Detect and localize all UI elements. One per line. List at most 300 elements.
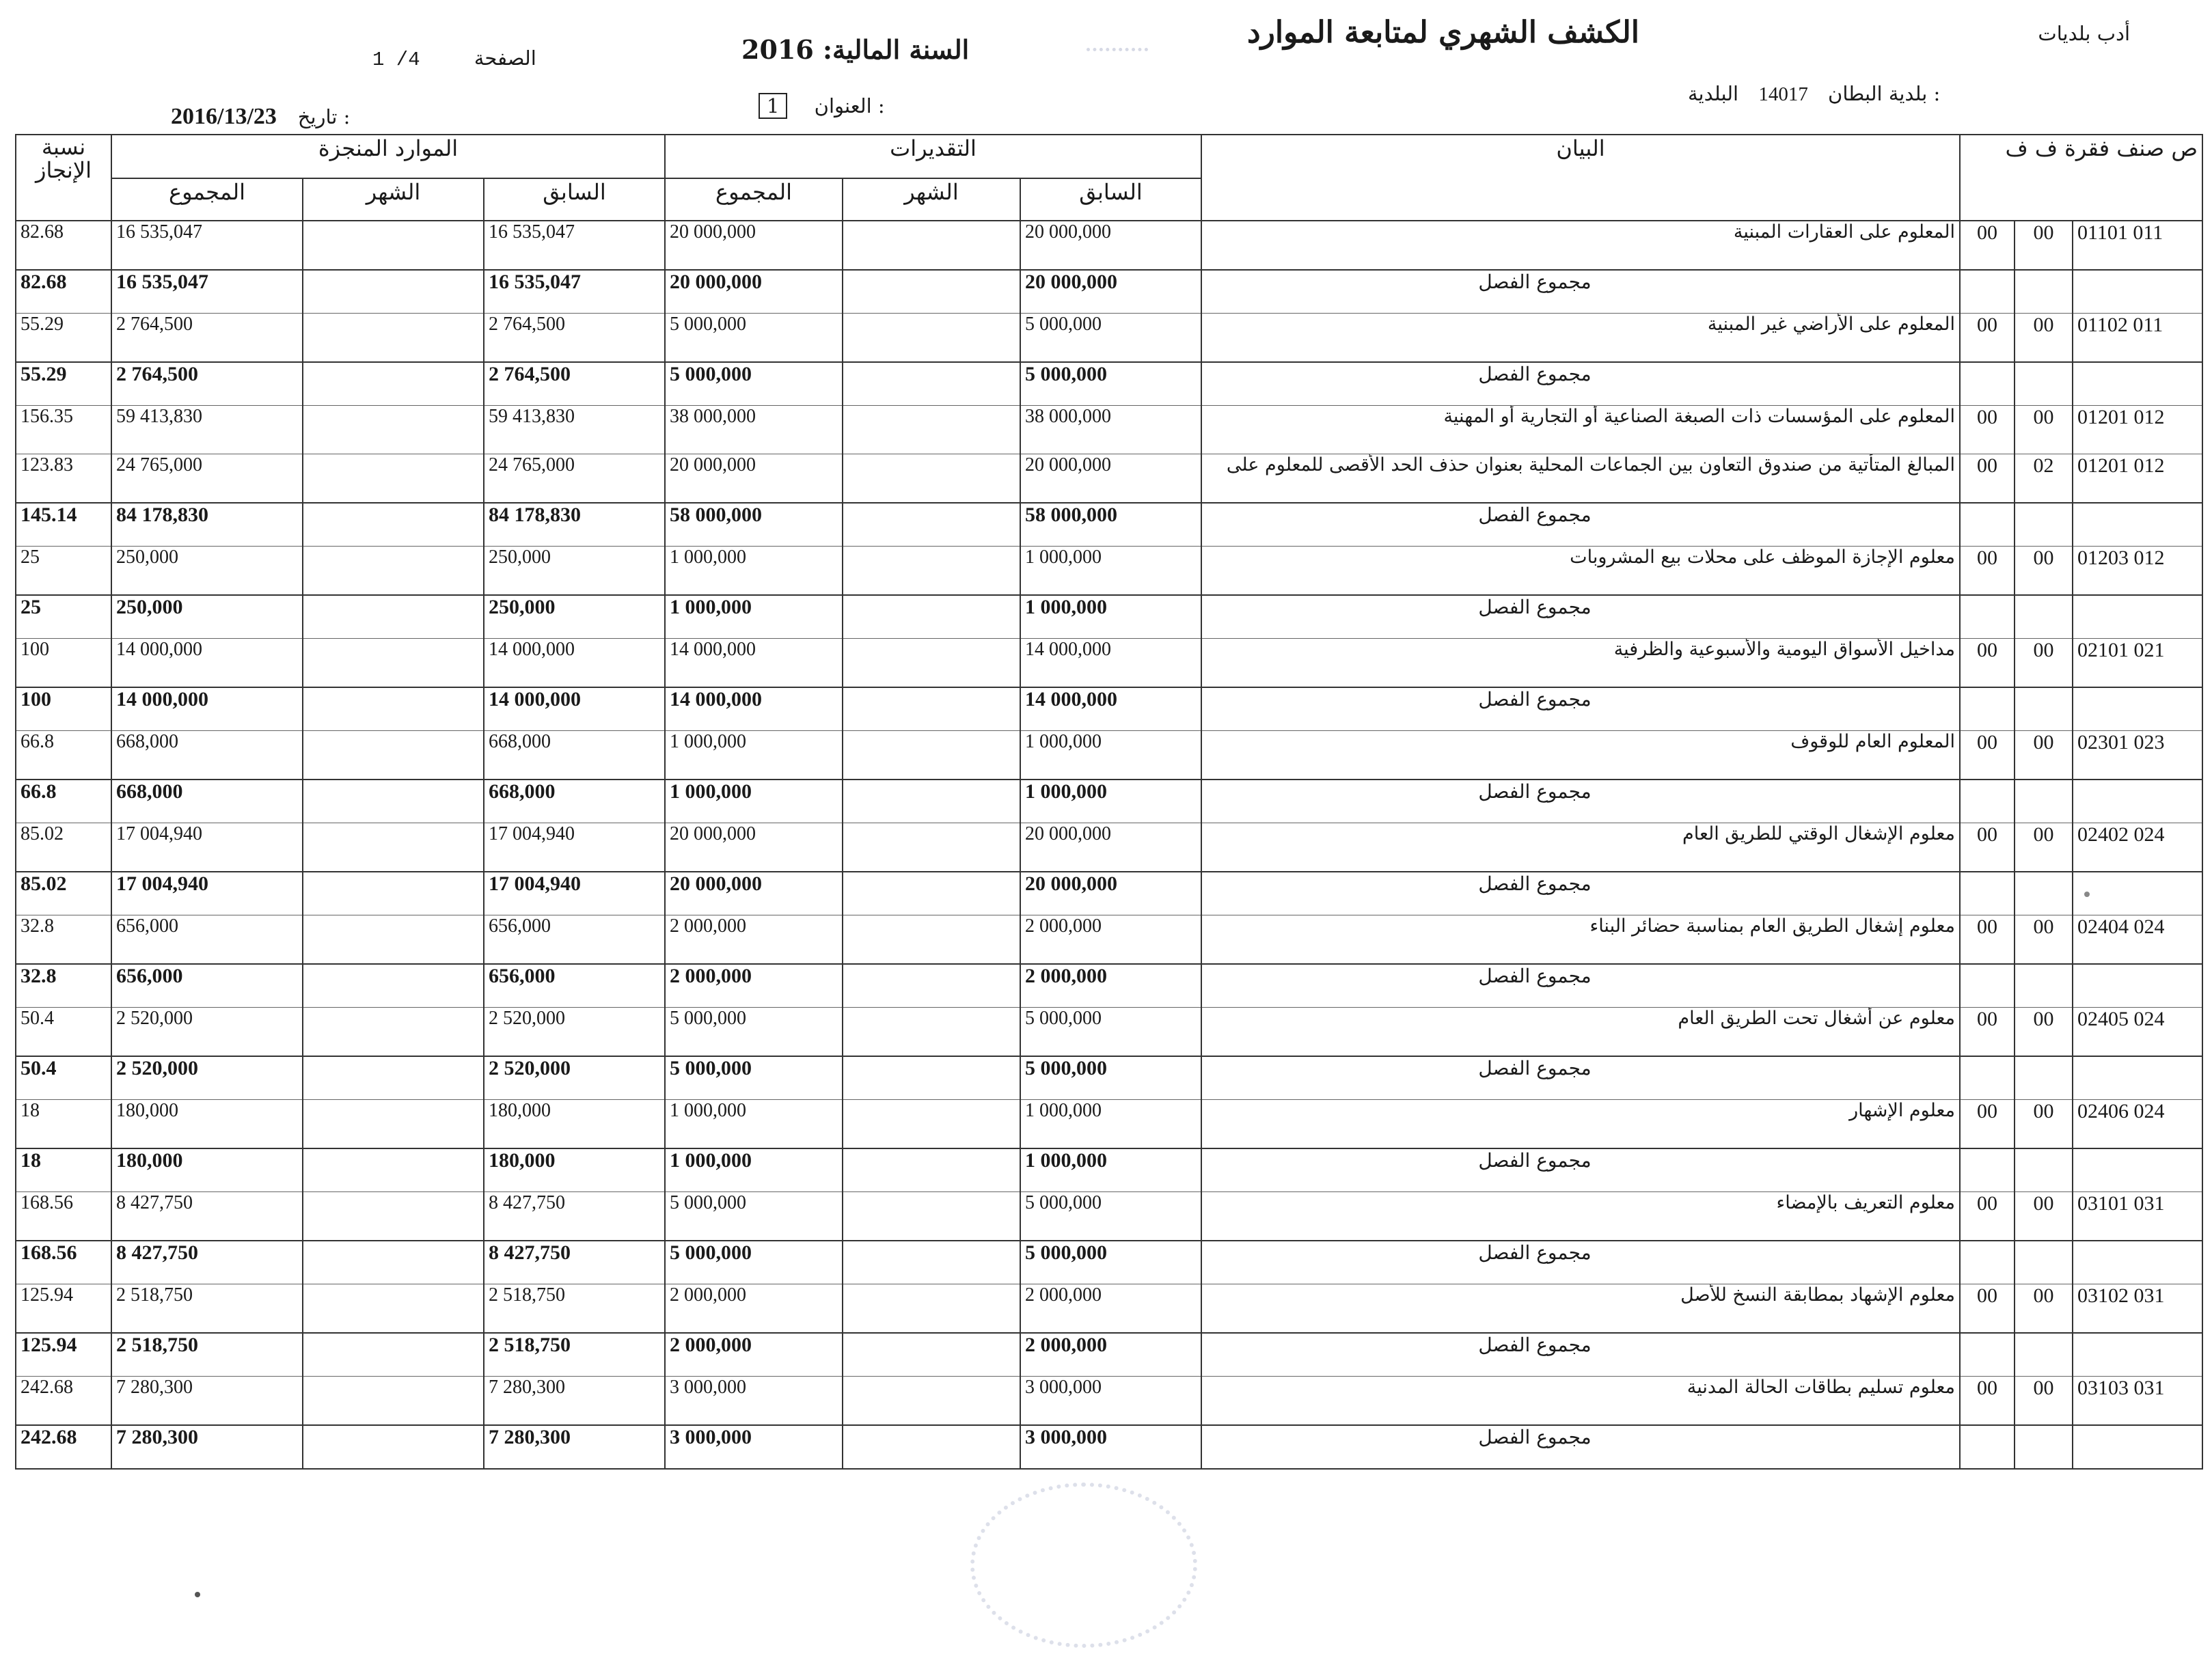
item-code-cell: 02402 024 <box>2073 823 2202 872</box>
para-code-cell: 00 <box>2015 731 2073 780</box>
sum-real-total-cell: 668,000 <box>111 780 303 823</box>
page-value: 1 /4 <box>372 49 420 71</box>
sum-empty-cell <box>1960 780 2015 823</box>
est-month-cell <box>843 454 1020 504</box>
page-indicator <box>372 46 536 71</box>
sum-real-month-cell <box>303 362 484 406</box>
chapter-total-row <box>16 503 2202 547</box>
report-date <box>171 102 350 130</box>
sum-est-prev-cell: 2 000,000 <box>1020 964 1201 1008</box>
sum-empty-cell <box>2015 872 2073 915</box>
est-prev-cell: 3 000,000 <box>1020 1377 1201 1426</box>
report-title: الكشف الشهري لمتابعة الموارد <box>1247 15 1640 50</box>
sum-est-month-cell <box>843 872 1020 915</box>
real-total-cell: 2 518,750 <box>111 1284 303 1334</box>
sum-empty-cell <box>1960 1241 2015 1284</box>
description-cell: معلوم إشغال الطريق العام بمناسبة حضائر البناء <box>1201 915 1960 965</box>
real-total-cell: 8 427,750 <box>111 1192 303 1241</box>
sum-rate-cell: 25 <box>16 595 111 639</box>
chapter-value-box: 1 <box>759 93 787 119</box>
sum-empty-cell <box>2015 1056 2073 1100</box>
est-prev-cell: 5 000,000 <box>1020 1008 1201 1057</box>
real-prev-cell: 7 280,300 <box>484 1377 665 1426</box>
sum-real-prev-cell: 180,000 <box>484 1148 665 1192</box>
real-month-cell <box>303 547 484 596</box>
description-cell: المعلوم على العقارات المبنية <box>1201 221 1960 270</box>
real-total-cell: 2 520,000 <box>111 1008 303 1057</box>
real-month-cell <box>303 314 484 363</box>
est-total-cell: 20 000,000 <box>665 454 843 504</box>
sum-est-prev-cell: 5 000,000 <box>1020 362 1201 406</box>
sum-real-total-cell: 7 280,300 <box>111 1425 303 1469</box>
real-total-cell: 668,000 <box>111 731 303 780</box>
para-code-cell: 02 <box>2015 454 2073 504</box>
chapter-total-row <box>16 270 2202 314</box>
item-code-cell: 01203 012 <box>2073 547 2202 596</box>
sum-empty-cell <box>2073 1241 2202 1284</box>
para-code-cell: 00 <box>2015 1192 2073 1241</box>
est-total-cell: 20 000,000 <box>665 823 843 872</box>
item-code-cell: 02301 023 <box>2073 731 2202 780</box>
sum-real-total-cell: 2 520,000 <box>111 1056 303 1100</box>
sub-code-cell: 00 <box>1960 406 2015 454</box>
resources-table <box>15 134 2203 1470</box>
sum-rate-cell: 82.68 <box>16 270 111 314</box>
col-real-month-header: الشهر <box>303 178 484 221</box>
sum-est-prev-cell: 20 000,000 <box>1020 872 1201 915</box>
table-row <box>16 314 2202 363</box>
sum-real-total-cell: 16 535,047 <box>111 270 303 314</box>
chapter <box>759 94 885 118</box>
sum-est-prev-cell: 3 000,000 <box>1020 1425 1201 1469</box>
para-code-cell: 00 <box>2015 547 2073 596</box>
sum-empty-cell <box>1960 687 2015 731</box>
real-prev-cell: 2 764,500 <box>484 314 665 363</box>
col-real-total-header: المجموع <box>111 178 303 221</box>
sum-rate-cell: 100 <box>16 687 111 731</box>
description-cell: معلوم الإشهاد بمطابقة النسخ للأصل <box>1201 1284 1960 1334</box>
sum-est-month-cell <box>843 687 1020 731</box>
col-realized-group-header: الموارد المنجزة <box>111 135 665 178</box>
sum-label-cell: مجموع الفصل <box>1201 780 1960 823</box>
sum-empty-cell <box>1960 1425 2015 1469</box>
est-prev-cell: 38 000,000 <box>1020 406 1201 454</box>
sum-real-month-cell <box>303 964 484 1008</box>
sub-code-cell: 00 <box>1960 823 2015 872</box>
sum-real-prev-cell: 84 178,830 <box>484 503 665 547</box>
sub-code-cell: 00 <box>1960 1192 2015 1241</box>
real-total-cell: 14 000,000 <box>111 639 303 688</box>
sum-empty-cell <box>1960 595 2015 639</box>
para-code-cell: 00 <box>2015 314 2073 363</box>
sum-empty-cell <box>2015 362 2073 406</box>
sum-empty-cell <box>2073 1056 2202 1100</box>
sum-label-cell: مجموع الفصل <box>1201 270 1960 314</box>
sum-empty-cell <box>2073 362 2202 406</box>
est-prev-cell: 2 000,000 <box>1020 1284 1201 1334</box>
sum-real-month-cell <box>303 1425 484 1469</box>
chapter-label: العنوان : <box>814 94 885 118</box>
sum-label-cell: مجموع الفصل <box>1201 503 1960 547</box>
real-total-cell: 17 004,940 <box>111 823 303 872</box>
item-code-cell: 02101 021 <box>2073 639 2202 688</box>
sum-est-month-cell <box>843 270 1020 314</box>
sum-real-prev-cell: 14 000,000 <box>484 687 665 731</box>
est-total-cell: 2 000,000 <box>665 1284 843 1334</box>
sum-est-prev-cell: 1 000,000 <box>1020 780 1201 823</box>
sub-code-cell: 00 <box>1960 547 2015 596</box>
sum-est-month-cell <box>843 1425 1020 1469</box>
sum-est-month-cell <box>843 1056 1020 1100</box>
sum-label-cell: مجموع الفصل <box>1201 595 1960 639</box>
sum-est-month-cell <box>843 362 1020 406</box>
real-month-cell <box>303 731 484 780</box>
col-estimates-group-header: التقديرات <box>665 135 1201 178</box>
table-row <box>16 915 2202 965</box>
sum-rate-cell: 125.94 <box>16 1333 111 1377</box>
table-body <box>16 221 2202 1469</box>
est-prev-cell: 2 000,000 <box>1020 915 1201 965</box>
sum-empty-cell <box>2073 1425 2202 1469</box>
est-prev-cell: 20 000,000 <box>1020 454 1201 504</box>
sum-label-cell: مجموع الفصل <box>1201 687 1960 731</box>
real-prev-cell: 668,000 <box>484 731 665 780</box>
sum-label-cell: مجموع الفصل <box>1201 1056 1960 1100</box>
sum-est-total-cell: 5 000,000 <box>665 1241 843 1284</box>
description-cell: المعلوم على المؤسسات ذات الصبغة الصناعية أو التجارية أو المهنية <box>1201 406 1960 454</box>
sum-est-total-cell: 2 000,000 <box>665 1333 843 1377</box>
fiscal-year <box>741 34 969 65</box>
sum-est-total-cell: 20 000,000 <box>665 872 843 915</box>
rate-cell: 168.56 <box>16 1192 111 1241</box>
date-label: تاريخ : <box>297 105 351 128</box>
real-month-cell <box>303 1284 484 1334</box>
est-total-cell: 14 000,000 <box>665 639 843 688</box>
sum-real-month-cell <box>303 872 484 915</box>
description-cell: معلوم الإشغال الوقتي للطريق العام <box>1201 823 1960 872</box>
sum-empty-cell <box>1960 872 2015 915</box>
sum-real-prev-cell: 656,000 <box>484 964 665 1008</box>
col-description-header: البيان <box>1201 135 1960 221</box>
est-prev-cell: 5 000,000 <box>1020 314 1201 363</box>
col-real-prev-header: السابق <box>484 178 665 221</box>
para-code-cell: 00 <box>2015 1008 2073 1057</box>
table-row <box>16 406 2202 454</box>
sum-empty-cell <box>2015 964 2073 1008</box>
sum-empty-cell <box>2015 1148 2073 1192</box>
table-row <box>16 547 2202 596</box>
sum-empty-cell <box>1960 270 2015 314</box>
sum-real-total-cell: 84 178,830 <box>111 503 303 547</box>
real-month-cell <box>303 1008 484 1057</box>
est-total-cell: 5 000,000 <box>665 314 843 363</box>
est-month-cell <box>843 1284 1020 1334</box>
sum-empty-cell <box>1960 1333 2015 1377</box>
rate-cell: 50.4 <box>16 1008 111 1057</box>
sum-real-month-cell <box>303 687 484 731</box>
real-month-cell <box>303 454 484 504</box>
chapter-total-row <box>16 1056 2202 1100</box>
sum-est-total-cell: 58 000,000 <box>665 503 843 547</box>
sum-est-prev-cell: 5 000,000 <box>1020 1056 1201 1100</box>
est-total-cell: 1 000,000 <box>665 547 843 596</box>
table-row <box>16 454 2202 504</box>
description-cell: معلوم التعريف بالإمضاء <box>1201 1192 1960 1241</box>
sum-label-cell: مجموع الفصل <box>1201 872 1960 915</box>
chapter-total-row <box>16 872 2202 915</box>
table-row <box>16 1377 2202 1426</box>
real-total-cell: 7 280,300 <box>111 1377 303 1426</box>
sum-est-month-cell <box>843 1241 1020 1284</box>
rate-cell: 125.94 <box>16 1284 111 1334</box>
est-total-cell: 5 000,000 <box>665 1008 843 1057</box>
real-total-cell: 59 413,830 <box>111 406 303 454</box>
est-total-cell: 20 000,000 <box>665 221 843 270</box>
real-prev-cell: 8 427,750 <box>484 1192 665 1241</box>
sum-real-prev-cell: 16 535,047 <box>484 270 665 314</box>
sum-empty-cell <box>2015 595 2073 639</box>
ink-dot <box>195 1592 200 1597</box>
sum-real-month-cell <box>303 1056 484 1100</box>
rate-cell: 55.29 <box>16 314 111 363</box>
date-value: 2016/13/23 <box>171 104 277 129</box>
chapter-total-row <box>16 964 2202 1008</box>
est-total-cell: 2 000,000 <box>665 915 843 965</box>
real-total-cell: 2 764,500 <box>111 314 303 363</box>
description-cell: معلوم الإشهار <box>1201 1100 1960 1149</box>
sum-real-prev-cell: 2 764,500 <box>484 362 665 406</box>
rate-cell: 25 <box>16 547 111 596</box>
sum-real-prev-cell: 17 004,940 <box>484 872 665 915</box>
item-code-cell: 02406 024 <box>2073 1100 2202 1149</box>
sum-rate-cell: 168.56 <box>16 1241 111 1284</box>
table-row <box>16 639 2202 688</box>
sum-real-total-cell: 17 004,940 <box>111 872 303 915</box>
para-code-cell: 00 <box>2015 221 2073 270</box>
col-rate-header: نسبة الإنجاز <box>16 135 111 221</box>
item-code-cell: 01102 011 <box>2073 314 2202 363</box>
sum-est-total-cell: 1 000,000 <box>665 780 843 823</box>
sum-empty-cell <box>2073 780 2202 823</box>
item-code-cell: 01101 011 <box>2073 221 2202 270</box>
description-cell: معلوم الإجازة الموظف على محلات بيع المشروبات <box>1201 547 1960 596</box>
sum-label-cell: مجموع الفصل <box>1201 1241 1960 1284</box>
chapter-total-row <box>16 595 2202 639</box>
sum-est-total-cell: 14 000,000 <box>665 687 843 731</box>
est-month-cell <box>843 1008 1020 1057</box>
real-month-cell <box>303 823 484 872</box>
table-row <box>16 1192 2202 1241</box>
sum-est-month-cell <box>843 1333 1020 1377</box>
est-month-cell <box>843 1377 1020 1426</box>
sum-real-month-cell <box>303 1148 484 1192</box>
municipality-code: 14017 <box>1758 83 1808 105</box>
sub-code-cell: 00 <box>1960 731 2015 780</box>
sum-empty-cell <box>2015 780 2073 823</box>
sum-empty-cell <box>2073 872 2202 915</box>
municipality-name: بلدية البطان <box>1828 82 1928 105</box>
fiscal-year-value: 2016 <box>741 34 814 65</box>
est-month-cell <box>843 731 1020 780</box>
table-row <box>16 1100 2202 1149</box>
est-month-cell <box>843 1100 1020 1149</box>
item-code-cell: 03102 031 <box>2073 1284 2202 1334</box>
sum-rate-cell: 85.02 <box>16 872 111 915</box>
real-total-cell: 656,000 <box>111 915 303 965</box>
sum-real-month-cell <box>303 503 484 547</box>
table-row <box>16 221 2202 270</box>
est-prev-cell: 20 000,000 <box>1020 221 1201 270</box>
sum-est-prev-cell: 1 000,000 <box>1020 1148 1201 1192</box>
para-code-cell: 00 <box>2015 823 2073 872</box>
real-month-cell <box>303 1377 484 1426</box>
sum-real-month-cell <box>303 1333 484 1377</box>
sum-real-total-cell: 2 764,500 <box>111 362 303 406</box>
real-total-cell: 16 535,047 <box>111 221 303 270</box>
sum-empty-cell <box>2073 687 2202 731</box>
sum-empty-cell <box>1960 964 2015 1008</box>
sum-est-prev-cell: 20 000,000 <box>1020 270 1201 314</box>
est-prev-cell: 20 000,000 <box>1020 823 1201 872</box>
col-codes-header: ص صنف فقرة ف ف <box>1960 135 2202 221</box>
real-prev-cell: 24 765,000 <box>484 454 665 504</box>
sum-real-total-cell: 8 427,750 <box>111 1241 303 1284</box>
sub-code-cell: 00 <box>1960 639 2015 688</box>
sum-rate-cell: 66.8 <box>16 780 111 823</box>
sum-empty-cell <box>1960 1056 2015 1100</box>
sum-real-month-cell <box>303 780 484 823</box>
table-row <box>16 731 2202 780</box>
real-month-cell <box>303 639 484 688</box>
sum-empty-cell <box>2073 964 2202 1008</box>
sub-code-cell: 00 <box>1960 1284 2015 1334</box>
description-cell: مداخيل الأسواق اليومية والأسبوعية والظرفية <box>1201 639 1960 688</box>
description-cell: المعلوم العام للوقوف <box>1201 731 1960 780</box>
municipality <box>1688 82 1940 106</box>
real-month-cell <box>303 221 484 270</box>
chapter-total-row <box>16 362 2202 406</box>
para-code-cell: 00 <box>2015 1284 2073 1334</box>
est-prev-cell: 1 000,000 <box>1020 731 1201 780</box>
real-prev-cell: 250,000 <box>484 547 665 596</box>
sub-code-cell: 00 <box>1960 1377 2015 1426</box>
real-prev-cell: 180,000 <box>484 1100 665 1149</box>
sub-code-cell: 00 <box>1960 915 2015 965</box>
real-total-cell: 180,000 <box>111 1100 303 1149</box>
est-month-cell <box>843 314 1020 363</box>
item-code-cell: 03103 031 <box>2073 1377 2202 1426</box>
fiscal-year-label: السنة المالية: <box>823 34 970 65</box>
description-cell: المعلوم على الأراضي غير المبنية <box>1201 314 1960 363</box>
col-est-total-header: المجموع <box>665 178 843 221</box>
chapter-total-row <box>16 1148 2202 1192</box>
item-code-cell: 01201 012 <box>2073 454 2202 504</box>
page-label: الصفحة <box>474 46 536 70</box>
real-prev-cell: 14 000,000 <box>484 639 665 688</box>
sum-real-month-cell <box>303 595 484 639</box>
sum-empty-cell <box>1960 362 2015 406</box>
est-month-cell <box>843 1192 1020 1241</box>
sum-empty-cell <box>2073 503 2202 547</box>
sum-real-total-cell: 656,000 <box>111 964 303 1008</box>
item-code-cell: 03101 031 <box>2073 1192 2202 1241</box>
chapter-total-row <box>16 1241 2202 1284</box>
sum-est-total-cell: 3 000,000 <box>665 1425 843 1469</box>
sum-real-month-cell <box>303 270 484 314</box>
para-code-cell: 00 <box>2015 406 2073 454</box>
sum-rate-cell: 50.4 <box>16 1056 111 1100</box>
chapter-total-row <box>16 687 2202 731</box>
rate-cell: 242.68 <box>16 1377 111 1426</box>
sum-empty-cell <box>2015 270 2073 314</box>
sub-code-cell: 00 <box>1960 1008 2015 1057</box>
sub-code-cell: 00 <box>1960 454 2015 504</box>
sum-rate-cell: 55.29 <box>16 362 111 406</box>
est-prev-cell: 5 000,000 <box>1020 1192 1201 1241</box>
sum-empty-cell <box>2073 1333 2202 1377</box>
item-code-cell: 01201 012 <box>2073 406 2202 454</box>
sub-code-cell: 00 <box>1960 221 2015 270</box>
rate-cell: 82.68 <box>16 221 111 270</box>
ink-dot <box>2084 892 2090 897</box>
sum-est-total-cell: 5 000,000 <box>665 1056 843 1100</box>
sum-real-prev-cell: 7 280,300 <box>484 1425 665 1469</box>
sum-est-total-cell: 2 000,000 <box>665 964 843 1008</box>
sum-est-month-cell <box>843 503 1020 547</box>
sum-est-month-cell <box>843 780 1020 823</box>
rate-cell: 85.02 <box>16 823 111 872</box>
rate-cell: 100 <box>16 639 111 688</box>
table-row <box>16 1284 2202 1334</box>
rate-cell: 32.8 <box>16 915 111 965</box>
sum-est-prev-cell: 5 000,000 <box>1020 1241 1201 1284</box>
sub-code-cell: 00 <box>1960 1100 2015 1149</box>
chapter-total-row <box>16 780 2202 823</box>
sum-empty-cell <box>2073 1148 2202 1192</box>
para-code-cell: 00 <box>2015 1100 2073 1149</box>
sum-est-month-cell <box>843 595 1020 639</box>
description-cell: معلوم تسليم بطاقات الحالة المدنية <box>1201 1377 1960 1426</box>
stamp-mark <box>1087 48 1148 79</box>
sum-est-prev-cell: 14 000,000 <box>1020 687 1201 731</box>
est-total-cell: 38 000,000 <box>665 406 843 454</box>
real-month-cell <box>303 1192 484 1241</box>
description-cell: معلوم عن أشغال تحت الطريق العام <box>1201 1008 1960 1057</box>
sum-est-total-cell: 5 000,000 <box>665 362 843 406</box>
chapter-total-row <box>16 1333 2202 1377</box>
sum-label-cell: مجموع الفصل <box>1201 362 1960 406</box>
sum-real-total-cell: 180,000 <box>111 1148 303 1192</box>
item-code-cell: 02404 024 <box>2073 915 2202 965</box>
col-est-month-header: الشهر <box>843 178 1020 221</box>
sum-empty-cell <box>2015 503 2073 547</box>
sum-empty-cell <box>2015 687 2073 731</box>
table-row <box>16 1008 2202 1057</box>
sum-est-month-cell <box>843 964 1020 1008</box>
para-code-cell: 00 <box>2015 1377 2073 1426</box>
sum-est-prev-cell: 2 000,000 <box>1020 1333 1201 1377</box>
sum-real-total-cell: 2 518,750 <box>111 1333 303 1377</box>
est-prev-cell: 14 000,000 <box>1020 639 1201 688</box>
sum-real-prev-cell: 2 518,750 <box>484 1333 665 1377</box>
sum-est-total-cell: 20 000,000 <box>665 270 843 314</box>
sum-est-month-cell <box>843 1148 1020 1192</box>
item-code-cell: 02405 024 <box>2073 1008 2202 1057</box>
est-month-cell <box>843 547 1020 596</box>
sum-empty-cell <box>1960 1148 2015 1192</box>
est-month-cell <box>843 406 1020 454</box>
sum-real-total-cell: 14 000,000 <box>111 687 303 731</box>
